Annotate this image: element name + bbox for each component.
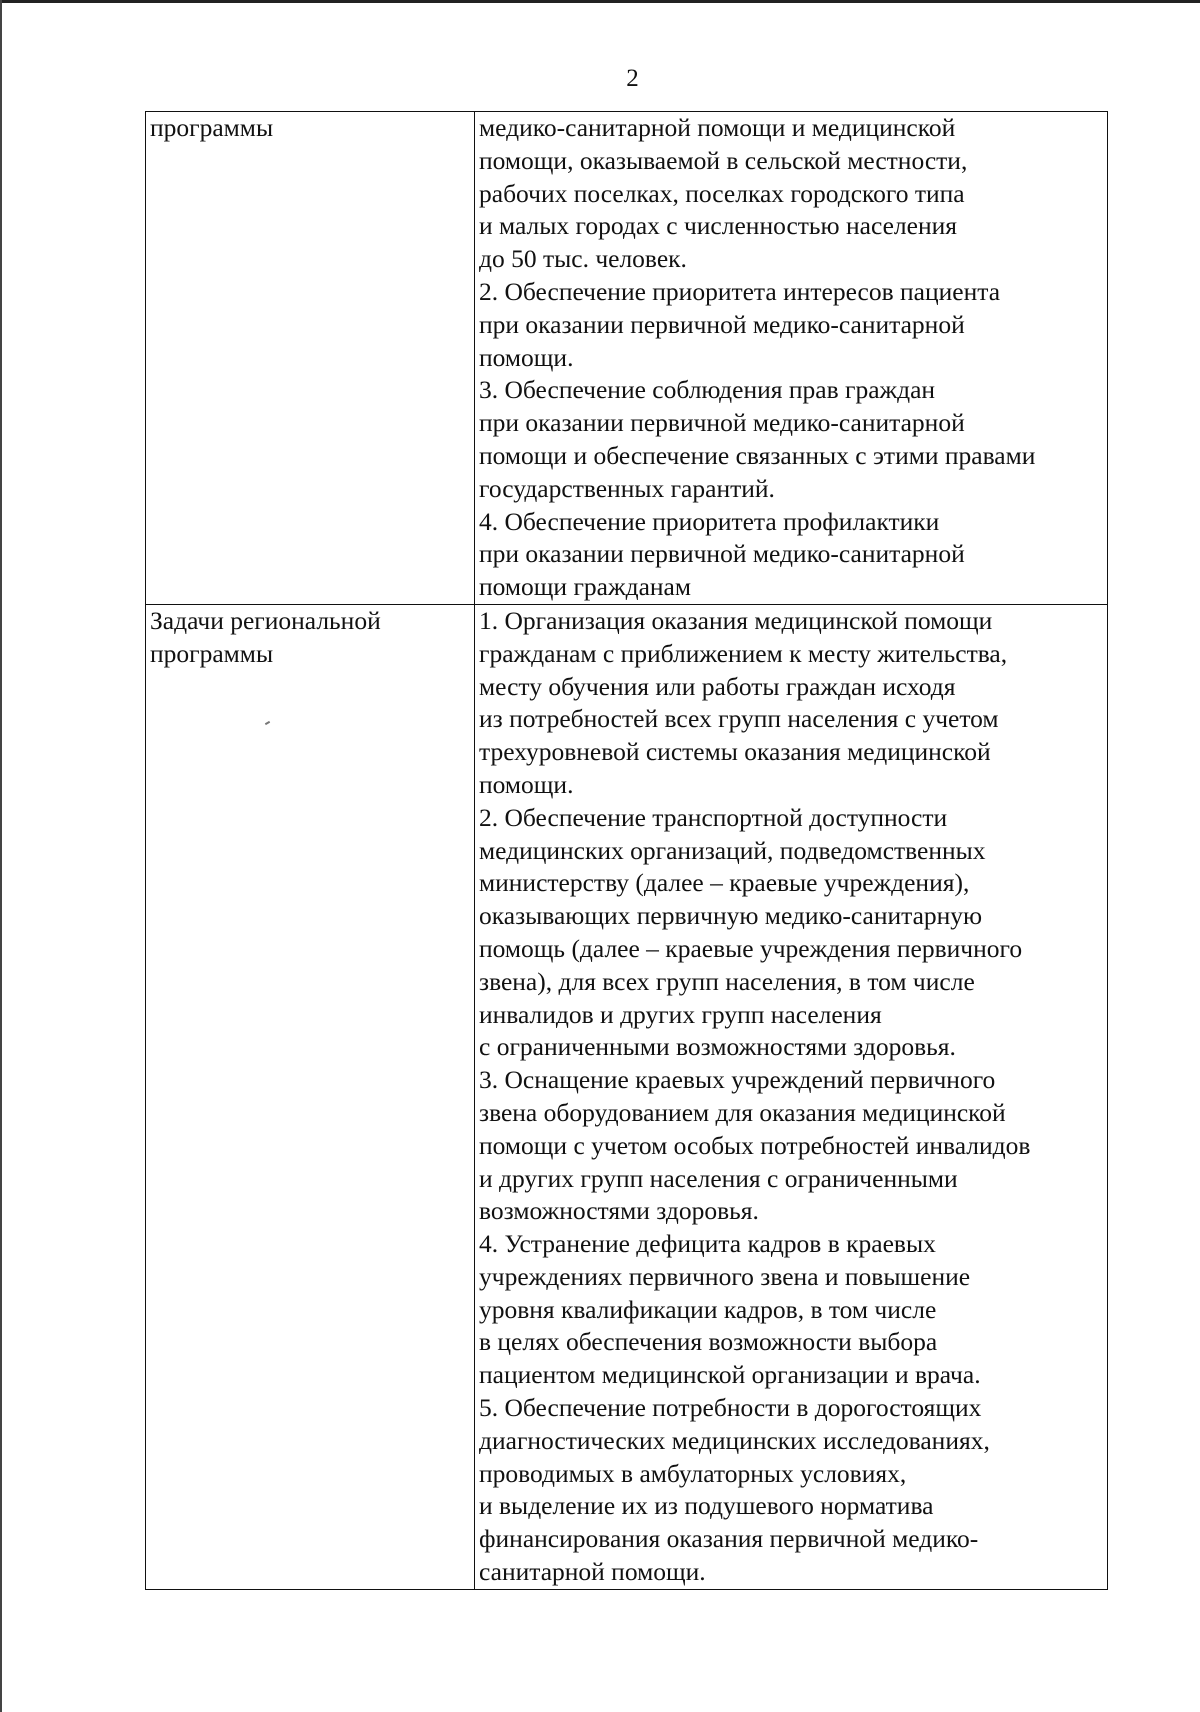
row-label-line: программы [150,638,274,668]
row-content-line: помощи с учетом особых потребностей инвалидов [479,1130,1031,1160]
row-content-line: 2. Обеспечение приоритета интересов пациента [479,276,1001,306]
document-table [145,111,1108,1590]
row-content-line: звена оборудованием для оказания медицинской [479,1097,1006,1127]
row-content-line: помощи и обеспечение связанных с этими правами [479,440,1036,470]
row-content-line: финансирования оказания первичной медико- [479,1524,979,1554]
row-content-line: 4. Обеспечение приоритета профилактики [479,506,940,536]
row-content-line: гражданам с приближением к месту жительства, [479,638,1008,668]
row-content-line: медицинских организаций, подведомственных [479,835,986,865]
row-content-cell [475,112,1108,605]
row-content-line: при оказании первичной медико-санитарной [479,408,965,438]
row-content-line: 2. Обеспечение транспортной доступности [479,802,948,832]
row-content-line: и выделение их из подушевого норматива [479,1491,934,1521]
row-content-line: 1. Организация оказания медицинской помощи [479,605,993,635]
row-label-line: Задачи региональной [150,605,381,635]
row-content-line: помощи гражданам [479,572,691,602]
row-content-line: уровня квалификации кадров, в том числе [479,1294,937,1324]
row-label-cell [146,112,475,605]
scan-edge-left [0,0,2,1712]
row-content-line: инвалидов и других групп населения [479,999,882,1029]
row-content-line: звена), для всех групп населения, в том числе [479,966,975,996]
row-content-line: диагностических медицинских исследованиях, [479,1425,990,1455]
row-content-line: помощи. [479,342,574,372]
row-content-line: 3. Оснащение краевых учреждений первичного [479,1065,996,1095]
page-number: 2 [626,65,639,92]
table-body [146,112,1108,1590]
row-content-line: возможностями здоровья. [479,1196,759,1226]
row-content-line: 5. Обеспечение потребности в дорогостоящих [479,1393,982,1423]
row-content-line: при оказании первичной медико-санитарной [479,539,965,569]
row-content-line: помощи, оказываемой в сельской местности, [479,145,968,175]
table-row [146,604,1108,1589]
row-content-line: до 50 тыс. человек. [479,244,687,274]
row-content-line: и малых городах с численностью населения [479,211,957,241]
row-content-line: в целях обеспечения возможности выбора [479,1327,938,1357]
row-content-line: санитарной помощи. [479,1557,706,1587]
row-content-line: трехуровневой системы оказания медицинской [479,737,991,767]
row-content-line: 4. Устранение дефицита кадров в краевых [479,1229,936,1259]
table-row [146,112,1108,605]
row-content-line: из потребностей всех групп населения с учетом [479,704,999,734]
row-content-line: рабочих поселках, поселках городского типа [479,178,965,208]
row-content-line: помощь (далее – краевые учреждения первичного [479,933,1023,963]
row-content-line: и других групп населения с ограниченными [479,1163,958,1193]
row-content-line: проводимых в амбулаторных условиях, [479,1458,907,1488]
row-content-line: пациентом медицинской организации и врача. [479,1360,981,1390]
row-label-cell [146,604,475,1589]
row-content-line: учреждениях первичного звена и повышение [479,1261,971,1291]
row-content-line: оказывающих первичную медико-санитарную [479,901,983,931]
row-label-line: программы [150,113,274,142]
row-content-cell [475,604,1108,1589]
row-content-line: 3. Обеспечение соблюдения прав граждан [479,375,936,405]
row-content-line: министерству (далее – краевые учреждения), [479,868,970,898]
row-content-line: помощи. [479,769,574,799]
row-content-line: месту обучения или работы граждан исходя [479,671,956,701]
row-content-line: государственных гарантий. [479,473,775,503]
row-content-line: с ограниченными возможностями здоровья. [479,1032,956,1062]
row-content-line: при оказании первичной медико-санитарной [479,309,965,339]
row-content-line: медико-санитарной помощи и медицинской [479,113,956,142]
scan-edge-top [0,0,1200,3]
